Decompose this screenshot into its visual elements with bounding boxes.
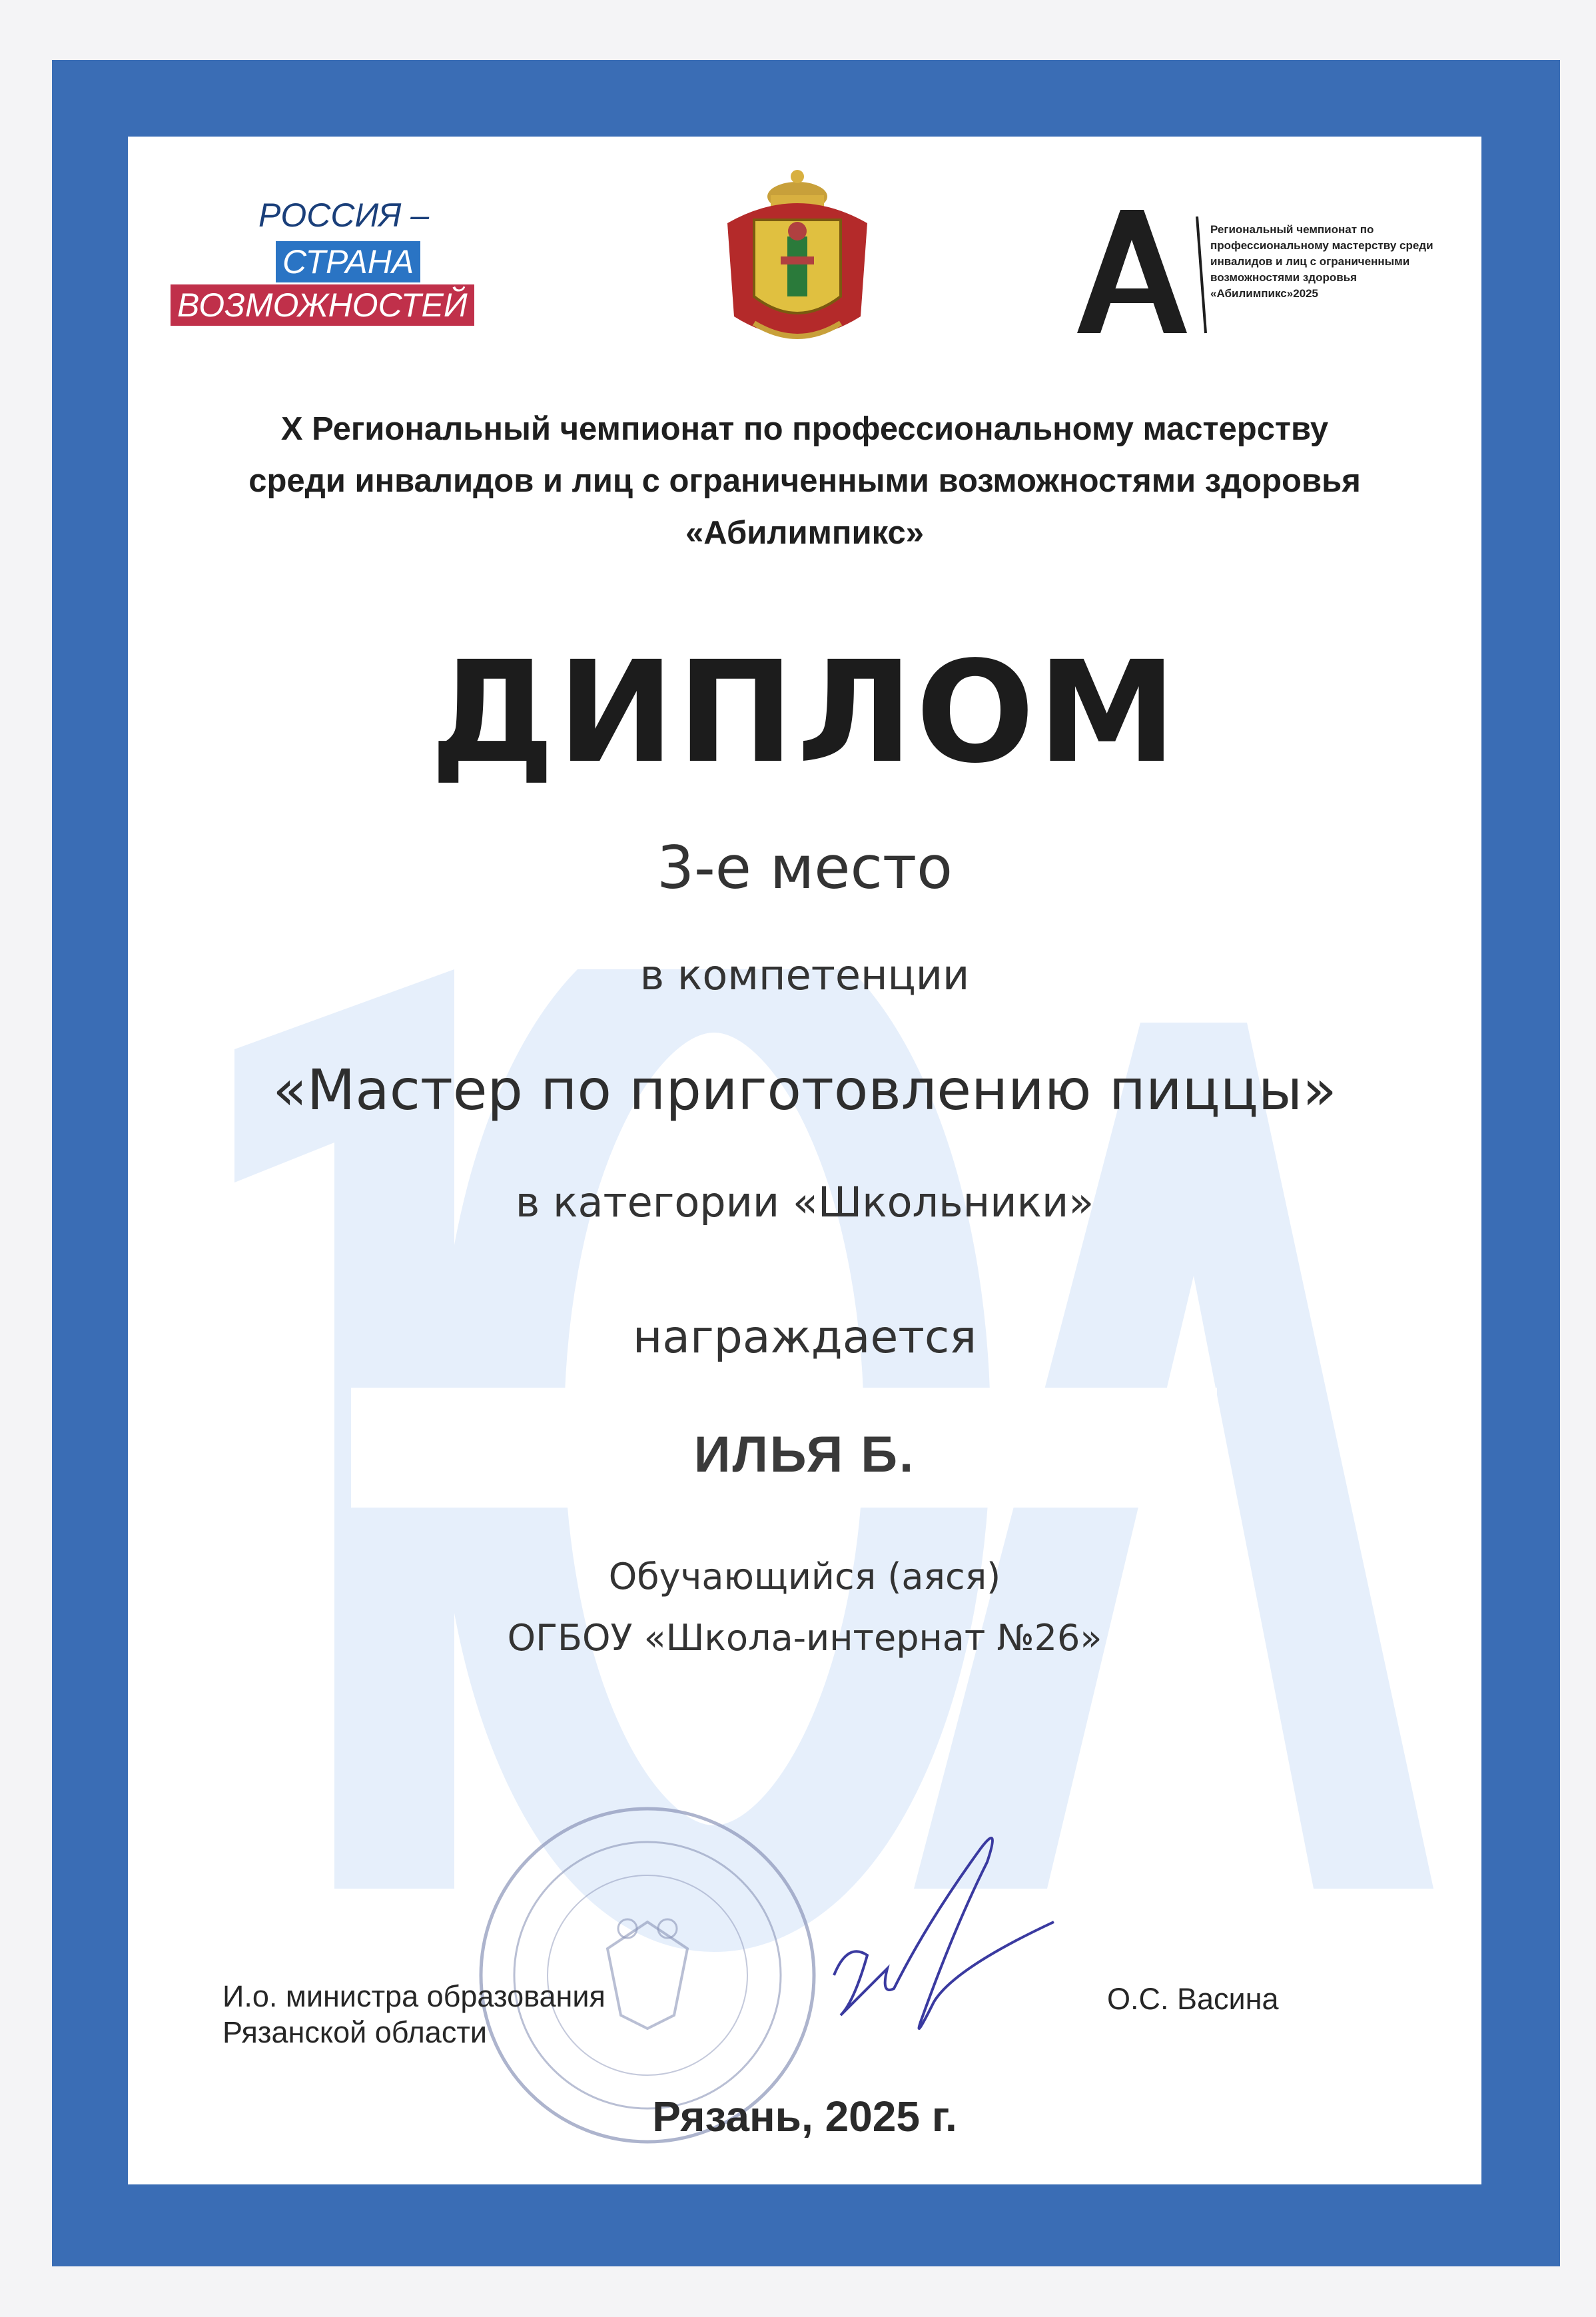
diploma-sheet	[128, 137, 1481, 2184]
awarded-text: награждается	[632, 1311, 977, 1364]
championship-title-line-2: среди инвалидов и лиц с ограниченными возможностями здоровья	[248, 463, 1361, 499]
logo-line-1: РОССИЯ –	[258, 197, 430, 234]
ryazan-coat-of-arms-icon	[714, 157, 881, 350]
competence-intro: в компетенции	[639, 951, 970, 999]
place-text: 3-е место	[657, 833, 953, 902]
championship-title	[128, 403, 1481, 559]
diploma-title: ДИПЛОМ	[430, 631, 1180, 794]
championship-title-line-1: X Региональный чемпионат по профессиональному мастерству	[280, 411, 1329, 447]
signer-name: О.С. Васина	[1107, 1982, 1279, 2016]
competence-name: «Мастер по приготовлению пиццы»	[272, 1057, 1337, 1123]
abilympics-caption: Региональный чемпионат по профессиональному мастерству среди инвалидов и лиц с ограниченными возможностями здоровья «Абилимпикс»2025	[1210, 223, 1433, 300]
student-role: Обучающийся (аяся)	[608, 1556, 1001, 1598]
winner-name: ИЛЬЯ Б.	[693, 1426, 916, 1483]
abilympics-logo-icon	[1067, 203, 1207, 336]
category-text: в категории «Школьники»	[515, 1178, 1094, 1226]
signer-position-line-2: Рязанской области	[222, 2015, 488, 2049]
signer-position	[222, 1979, 605, 2051]
signer-position-line-1: И.о. министра образования	[222, 1979, 605, 2013]
logo-line-2: СТРАНА	[276, 241, 420, 282]
handwritten-signature-icon	[821, 1822, 1060, 2049]
championship-title-line-3: «Абилимпикс»	[685, 515, 924, 551]
city-year: Рязань, 2025 г.	[652, 2092, 957, 2140]
school-name: ОГБОУ «Школа-интернат №26»	[507, 1617, 1102, 1659]
logo-line-3: ВОЗМОЖНОСТЕЙ	[171, 284, 474, 326]
